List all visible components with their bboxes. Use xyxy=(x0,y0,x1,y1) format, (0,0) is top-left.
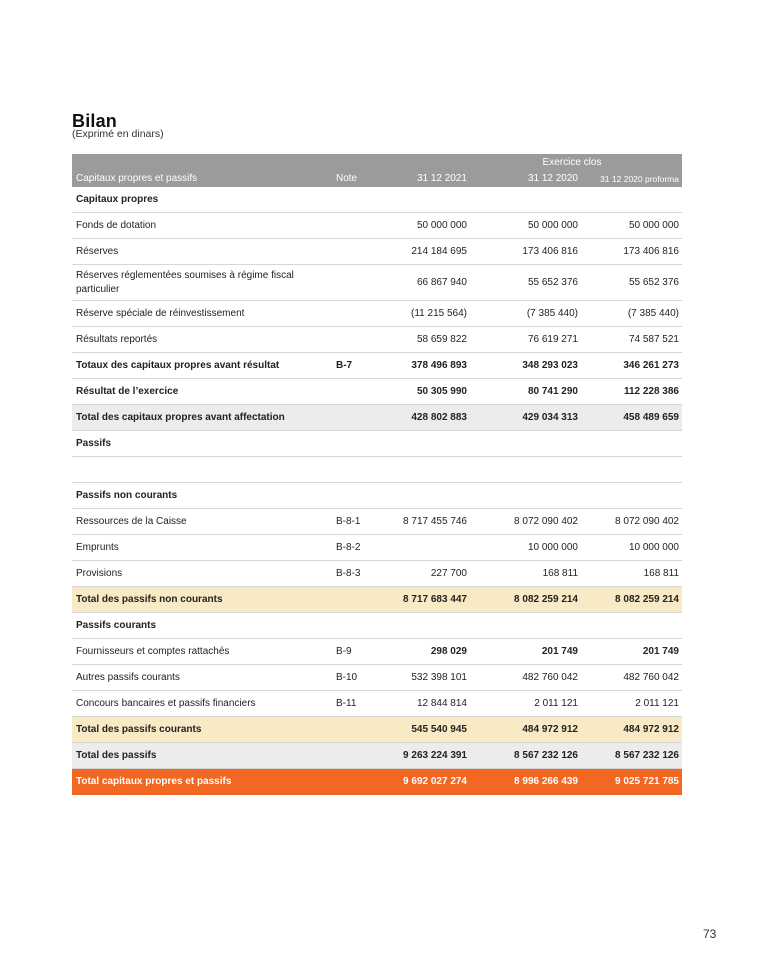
value-2020-proforma: 8 567 232 126 xyxy=(615,749,679,761)
value-2020: 348 293 023 xyxy=(522,359,578,371)
table-row xyxy=(72,639,682,665)
row-note: B-10 xyxy=(336,671,358,683)
row-label: Concours bancaires et passifs financiers xyxy=(76,697,256,709)
row-label: Réserves réglementées soumises à régime fiscal particulier xyxy=(76,269,294,295)
row-label: Emprunts xyxy=(76,541,119,553)
header-col-note: Note xyxy=(336,173,358,184)
value-2020: 50 000 000 xyxy=(527,219,578,231)
row-label: Fournisseurs et comptes rattachés xyxy=(76,645,230,657)
header-col-2021: 31 12 2021 xyxy=(416,173,467,184)
table-row xyxy=(72,509,682,535)
section-header-row xyxy=(72,483,682,509)
table-body xyxy=(72,187,682,795)
row-label: Réserve spéciale de réinvestissement xyxy=(76,307,245,319)
row-note: B-8-2 xyxy=(336,541,361,553)
value-2020: 482 760 042 xyxy=(522,671,578,683)
row-label: Totaux des capitaux propres avant résultat xyxy=(76,359,280,371)
section-header-row xyxy=(72,613,682,639)
value-2020: 2 011 121 xyxy=(534,697,578,709)
value-2021: 9 692 027 274 xyxy=(403,776,467,787)
value-2021: (11 215 564) xyxy=(411,307,467,319)
table-row xyxy=(72,405,682,431)
row-label: Passifs xyxy=(76,437,112,449)
value-2021: 532 398 101 xyxy=(411,671,467,683)
row-label: Passifs non courants xyxy=(76,489,178,501)
value-2020-proforma: 112 228 386 xyxy=(623,385,679,397)
blank-row xyxy=(72,457,682,483)
value-2021: 12 844 814 xyxy=(416,697,467,709)
row-label: Capitaux propres xyxy=(76,193,159,205)
value-2020-proforma: 458 489 659 xyxy=(623,411,679,423)
table-row xyxy=(72,327,682,353)
row-label: Fonds de dotation xyxy=(76,219,157,231)
table-row xyxy=(72,239,682,265)
row-label: Total des passifs non courants xyxy=(76,593,223,605)
value-2020: 201 749 xyxy=(541,645,578,657)
value-2020: (7 385 440) xyxy=(526,307,578,319)
value-2020-proforma: 8 082 259 214 xyxy=(615,593,679,605)
row-label: Total capitaux propres et passifs xyxy=(76,776,232,787)
value-2020-proforma: (7 385 440) xyxy=(627,307,679,319)
value-2020-proforma: 2 011 121 xyxy=(635,697,679,709)
table-row xyxy=(72,353,682,379)
value-2020: 8 996 266 439 xyxy=(514,776,578,787)
row-note: B-8-3 xyxy=(336,567,361,579)
row-label: Provisions xyxy=(76,567,123,579)
balance-sheet-table xyxy=(72,154,682,795)
table-row xyxy=(72,743,682,769)
row-label: Total des capitaux propres avant affectation xyxy=(76,411,285,423)
row-label: Passifs courants xyxy=(76,619,157,631)
value-2020: 484 972 912 xyxy=(522,723,578,735)
value-2021: 428 802 883 xyxy=(411,411,467,423)
header-col-2020-proforma: 31 12 2020 proforma xyxy=(600,174,679,184)
row-label: Réserves xyxy=(76,245,119,257)
value-2020-proforma: 484 972 912 xyxy=(623,723,679,735)
row-label: Ressources de la Caisse xyxy=(76,515,187,527)
header-col-label: Capitaux propres et passifs xyxy=(76,173,198,184)
value-2020-proforma: 8 072 090 402 xyxy=(615,515,679,527)
value-2021: 8 717 683 447 xyxy=(403,593,467,605)
value-2020: 168 811 xyxy=(542,567,578,579)
row-label: Total des passifs courants xyxy=(76,723,202,735)
table-row xyxy=(72,691,682,717)
value-2021: 58 659 822 xyxy=(416,333,467,345)
table-row xyxy=(72,717,682,743)
value-2020: 173 406 816 xyxy=(522,245,578,257)
value-2021: 378 496 893 xyxy=(411,359,467,371)
table-row xyxy=(72,379,682,405)
table-row xyxy=(72,535,682,561)
table-row xyxy=(72,301,682,327)
value-2021: 50 305 990 xyxy=(416,385,467,397)
value-2020: 10 000 000 xyxy=(527,541,578,553)
value-2020-proforma: 168 811 xyxy=(643,567,679,579)
value-2020-proforma: 346 261 273 xyxy=(623,359,679,371)
row-note: B-9 xyxy=(336,645,352,657)
row-label: Total des passifs xyxy=(76,749,157,761)
value-2020: 8 072 090 402 xyxy=(514,515,578,527)
value-2020-proforma: 201 749 xyxy=(642,645,679,657)
value-2021: 8 717 455 746 xyxy=(403,515,467,527)
value-2020: 80 741 290 xyxy=(527,385,578,397)
value-2020-proforma: 482 760 042 xyxy=(623,671,679,683)
table-row xyxy=(72,213,682,239)
value-2020-proforma: 74 587 521 xyxy=(628,333,679,345)
table-row xyxy=(72,665,682,691)
value-2020: 76 619 271 xyxy=(527,333,578,345)
page-title: Bilan xyxy=(72,111,118,131)
value-2020: 8 082 259 214 xyxy=(514,593,578,605)
page-subtitle: (Exprimé en dinars) xyxy=(72,128,164,140)
value-2020: 429 034 313 xyxy=(522,411,578,423)
value-2021: 298 029 xyxy=(430,645,467,657)
section-header-row xyxy=(72,187,682,213)
value-2020-proforma: 173 406 816 xyxy=(623,245,679,257)
value-2021: 227 700 xyxy=(430,567,467,579)
section-header-row xyxy=(72,431,682,457)
value-2021: 9 263 224 391 xyxy=(403,749,467,761)
row-note: B-8-1 xyxy=(336,515,361,527)
table-row xyxy=(72,769,682,795)
header-group-exercice-clos: Exercice clos xyxy=(542,157,602,168)
row-label: Autres passifs courants xyxy=(76,671,180,683)
row-label: Résultat de l’exercice xyxy=(76,385,179,397)
value-2021: 545 540 945 xyxy=(411,723,467,735)
value-2020: 55 652 376 xyxy=(527,276,578,288)
table-header xyxy=(72,154,682,187)
table-row xyxy=(72,561,682,587)
value-2020-proforma: 55 652 376 xyxy=(628,276,679,288)
value-2021: 50 000 000 xyxy=(416,219,467,231)
value-2020: 8 567 232 126 xyxy=(514,749,578,761)
value-2020-proforma: 50 000 000 xyxy=(628,219,679,231)
header-col-2020: 31 12 2020 xyxy=(527,173,578,184)
table-row xyxy=(72,587,682,613)
value-2020-proforma: 9 025 721 785 xyxy=(615,776,679,787)
table-row xyxy=(72,265,682,301)
page-number: 73 xyxy=(703,927,717,941)
row-label: Résultats reportés xyxy=(76,333,158,345)
value-2020-proforma: 10 000 000 xyxy=(628,541,679,553)
value-2021: 214 184 695 xyxy=(411,245,467,257)
row-note: B-7 xyxy=(336,359,353,371)
row-note: B-11 xyxy=(336,697,357,709)
value-2021: 66 867 940 xyxy=(416,276,467,288)
